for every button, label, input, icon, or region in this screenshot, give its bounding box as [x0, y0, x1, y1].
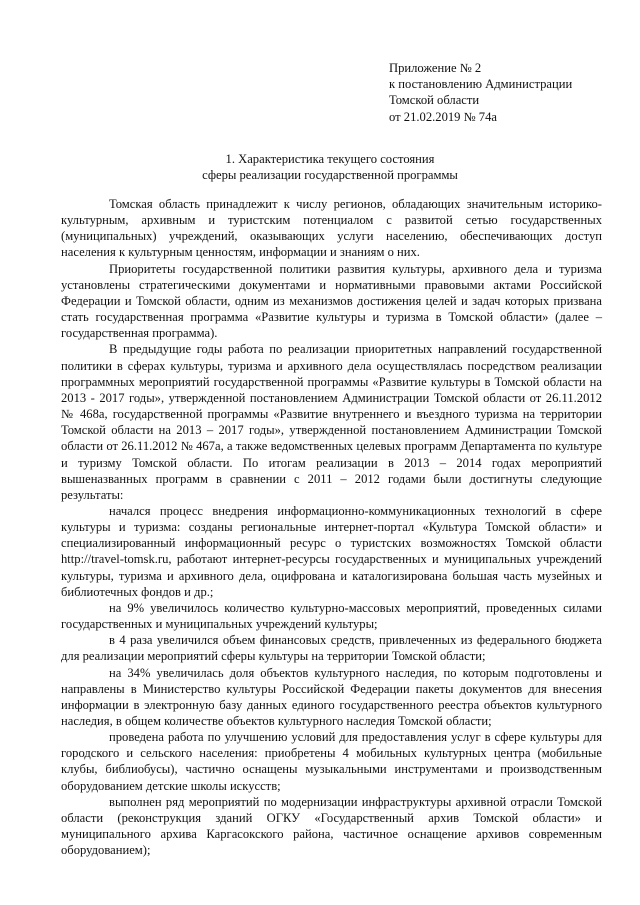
paragraph: выполнен ряд мероприятий по модернизации инфраструктуры архивной отрасли Томской области (реконструкция зданий ОГКУ «Государственный архив Томской области» и муниципального архива Каргасокского района, частичное оснащение архивов современным оборудованием); — [61, 794, 602, 858]
paragraph: В предыдущие годы работа по реализации приоритетных направлений государственной политики в сферах культуры, туризма и архивного дела осуществлялась посредством реализации программных мероприятий государственной программы «Развитие культуры в Томской области на 2013 - 2017 годы», утвержденной постановлением Администрации Томской области от 26.11.2012 № 468а, государственной программы «Развитие внутреннего и въездного туризма на территории Томской области на 2013 – 2017 годы», утвержденной постановлением Администрации Томской области от 26.11.2012 № 467а, а также ведомственных целевых программ Департамента по культуре и туризму Томской области. По итогам реализации в 2013 – 2014 годах мероприятий вышеназванных программ в сравнении с 2011 – 2012 годами были достигнуты следующие результаты: — [61, 342, 602, 502]
appendix-number: Приложение № 2 — [389, 61, 482, 75]
paragraph: проведена работа по улучшению условий для предоставления услуг в сфере культуры для городского и сельского населения: приобретены 4 мобильных культурных центра (мобильные клубы, библиобусы), частично оснащены музыкальными инструментами и производственным оборудованием детские школы искусств; — [61, 730, 602, 793]
paragraph: на 9% увеличилось количество культурно-массовых мероприятий, проведенных силами государственных и муниципальных учреждений культуры; — [61, 600, 602, 632]
paragraph: Томская область принадлежит к числу регионов, обладающих значительным историко-культурным, архивным и туристским потенциалом с развитой сетью государственных (муниципальных) учреждений, оказывающих услуги населению, обеспечивающих доступ населения к культурным ценностям, информации и знаниям о них. — [61, 197, 602, 260]
section-heading — [60, 151, 600, 183]
appendix-region: Томской области — [389, 93, 480, 108]
paragraph: Приоритеты государственной политики развития культуры, архивного дела и туризма установлены стратегическими документами и нормативными правовыми актами Российской Федерации и Томской области, одним из механизмов достижения целей и задач которых призвана стать государственная программа «Развитие культуры и туризма в Томской области» (далее – государственная программа). — [61, 261, 602, 341]
appendix-date: от 21.02.2019 № 74а — [389, 109, 497, 124]
paragraph: начался процесс внедрения информационно-коммуникационных технологий в сфере культуры и туризма: созданы региональные интернет-портал «Культура Томской области» и специализированный информационный ресурс о туристских возможностях Томской области http://travel-tomsk.ru, работают интернет-ресурсы государственных и муниципальных учреждений культуры, туризма и архивного дела, оцифрована и каталогизирована большая часть музейных и библиотечных фондов и др.; — [61, 503, 602, 599]
document-body — [61, 196, 602, 858]
paragraph: в 4 раза увеличился объем финансовых средств, привлеченных из федерального бюджета для реализации мероприятий сферы культуры на территории Томской области; — [61, 633, 602, 664]
paragraph: на 34% увеличилась доля объектов культурного наследия, по которым подготовлены и направлены в Министерство культуры Российской Федерации пакеты документов для внесения информации в электронную базу данных единого государственного реестра объектов культурного наследия, в общем количестве объектов культурного наследия Томской области; — [61, 665, 602, 728]
section-heading-line1: 1. Характеристика текущего состояния — [225, 152, 435, 166]
appendix-reference: к постановлению Администрации — [389, 77, 573, 92]
appendix-header — [389, 60, 619, 125]
section-heading-line2: сферы реализации государственной программы — [202, 168, 458, 183]
